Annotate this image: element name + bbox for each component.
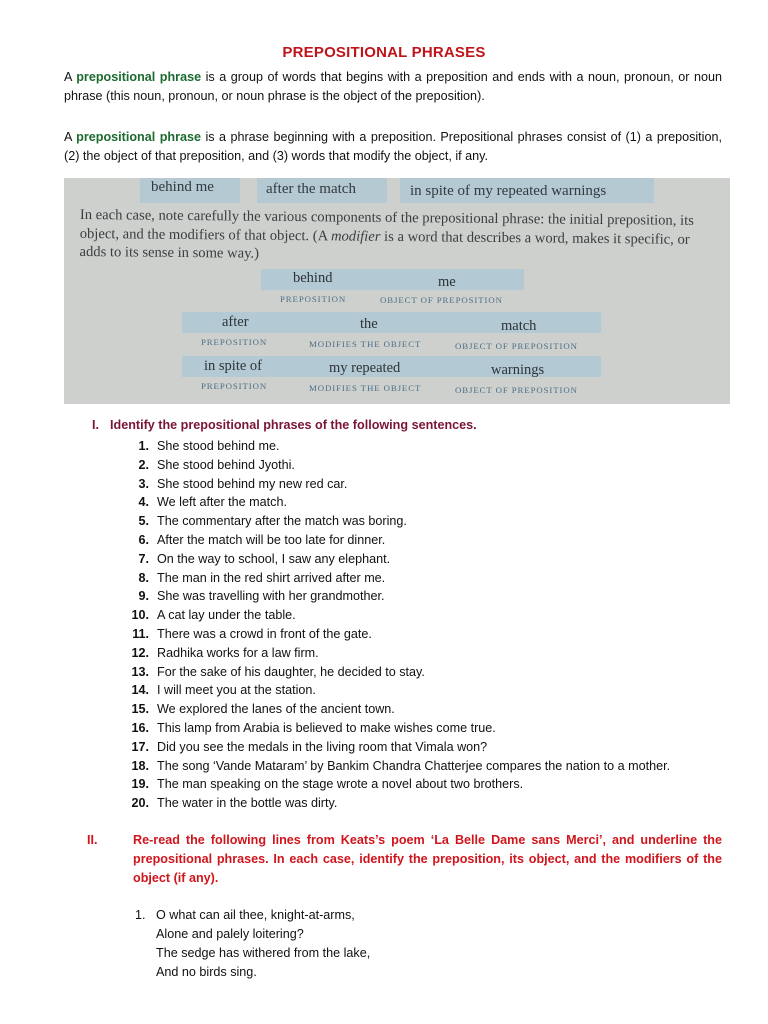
list-item-text: The song ‘Vande Mataram’ by Bankim Chandra Chatterjee compares the nation to a mother. <box>157 758 671 773</box>
intro-2-post: is a phrase beginning with a preposition. Prepositional phrases consist of (1) a preposition, (2) the object of that preposition, and (3) words that modify the object, if any. <box>64 130 722 163</box>
list-item-number: 13. <box>131 664 149 679</box>
phrase-word: my repeated <box>329 360 401 376</box>
list-item-text: She was travelling with her grandmother. <box>157 589 385 604</box>
list-item-text: A cat lay under the table. <box>157 608 296 623</box>
list-item-number: 7. <box>138 551 149 566</box>
list-item <box>130 606 670 625</box>
list-item-text: She stood behind me. <box>157 439 280 453</box>
list-item-text: I will meet you at the station. <box>157 683 316 698</box>
list-item-text: The commentary after the match was boring. <box>157 514 407 529</box>
textbook-text-a: In each case, note carefully the various components of the prepositional phrase: the initial preposition, its object, and the modifiers of that object. (A <box>79 206 694 244</box>
list-item-number: 14. <box>131 683 149 698</box>
poem-number: 1. <box>135 908 146 922</box>
example-header: in spite of my repeated warnings <box>410 183 607 199</box>
intro-1-term: prepositional phrase <box>76 70 202 84</box>
phrase-label: MODIFIES THE OBJECT <box>309 339 422 349</box>
phrase-word: match <box>501 318 537 334</box>
intro-paragraph-2 <box>64 128 722 166</box>
list-item-number: 1. <box>138 439 149 453</box>
list-item-text: This lamp from Arabia is believed to make wishes come true. <box>157 720 496 735</box>
list-item <box>130 587 670 606</box>
list-item-text: The man speaking on the stage wrote a novel about two brothers. <box>157 777 524 792</box>
phrase-word: in spite of <box>204 358 262 374</box>
textbook-modifier: modifier <box>330 227 381 245</box>
list-item-text: For the sake of his daughter, he decided to stay. <box>157 664 425 679</box>
poem-line: The sedge has withered from the lake, <box>156 946 371 960</box>
list-item <box>130 719 670 738</box>
phrase-label: OBJECT OF PREPOSITION <box>455 385 578 395</box>
list-item-number: 3. <box>138 476 149 491</box>
intro-paragraph-1 <box>64 68 722 106</box>
list-item <box>130 663 670 682</box>
phrase-word: the <box>360 316 378 332</box>
list-item <box>130 437 670 456</box>
list-item <box>130 550 670 569</box>
phrase-label: MODIFIES THE OBJECT <box>309 383 422 393</box>
phrase-word: warnings <box>491 362 545 378</box>
list-item-number: 15. <box>131 702 149 717</box>
list-item <box>130 512 670 531</box>
list-item <box>130 493 670 512</box>
list-item-number: 11. <box>132 626 149 641</box>
intro-1-pre: A <box>64 70 77 84</box>
list-item-number: 17. <box>131 739 149 754</box>
list-item <box>130 456 670 475</box>
section-1-title: Identify the prepositional phrases of the following sentences. <box>110 418 477 432</box>
poem-line: And no birds sing. <box>156 965 257 979</box>
phrase-label: OBJECT OF PREPOSITION <box>380 295 503 305</box>
phrase-label: PREPOSITION <box>280 294 347 304</box>
intro-2-pre: A <box>64 130 77 144</box>
list-item-text: On the way to school, I saw any elephant. <box>157 551 391 566</box>
poem-line: Alone and palely loitering? <box>156 927 304 941</box>
list-item <box>130 775 670 794</box>
phrase-word: me <box>438 274 456 290</box>
list-item-text: The water in the bottle was dirty. <box>157 796 338 811</box>
list-item-number: 9. <box>138 589 149 604</box>
list-item <box>130 757 670 776</box>
poem-lines <box>156 906 370 982</box>
list-item-number: 12. <box>131 645 149 660</box>
phrase-label: PREPOSITION <box>201 337 268 347</box>
list-item <box>130 738 670 757</box>
list-item-text: Radhika works for a law firm. <box>157 645 319 660</box>
list-item-number: 2. <box>138 457 149 472</box>
textbook-image <box>64 178 730 404</box>
textbook-paragraph <box>79 206 720 268</box>
list-item-number: 16. <box>131 720 149 735</box>
list-item-text: We explored the lanes of the ancient town. <box>157 702 395 717</box>
list-item <box>130 569 670 588</box>
phrase-label: PREPOSITION <box>201 381 268 391</box>
list-item <box>130 644 670 663</box>
list-item-text: Did you see the medals in the living room that Vimala won? <box>157 739 488 754</box>
intro-1-post: is a group of words that begins with a preposition and ends with a noun, pronoun, or noun phrase (this noun, pronoun, or noun phrase is the object of the preposition). <box>64 70 722 103</box>
list-item-text: We left after the match. <box>157 495 287 510</box>
phrase-word: after <box>222 314 249 330</box>
example-header: after the match <box>266 181 356 197</box>
list-item <box>130 531 670 550</box>
sentence-list <box>130 437 670 813</box>
phrase-word: behind <box>293 270 333 286</box>
list-item <box>130 700 670 719</box>
list-item-number: 18. <box>131 758 149 773</box>
list-item <box>130 625 670 644</box>
page-title: PREPOSITIONAL PHRASES <box>282 44 486 61</box>
list-item-text: There was a crowd in front of the gate. <box>157 626 372 641</box>
list-item-number: 6. <box>138 532 149 547</box>
example-header: behind me <box>151 179 214 195</box>
list-item-text: After the match will be too late for dinner. <box>157 532 386 547</box>
textbook-text-b: is a word that describes a word, makes it specific, or adds to its sense in some way.) <box>79 228 690 262</box>
section-2-number: II. <box>87 833 98 847</box>
poem-line: O what can ail thee, knight-at-arms, <box>156 908 355 922</box>
list-item <box>130 794 670 813</box>
list-item-text: She stood behind my new red car. <box>157 476 348 491</box>
list-item-number: 4. <box>138 495 149 510</box>
section-1-number: I. <box>92 418 99 432</box>
list-item-number: 19. <box>131 777 149 792</box>
list-item-text: The man in the red shirt arrived after me. <box>157 570 386 585</box>
list-item-number: 8. <box>138 570 149 585</box>
intro-2-term: prepositional phrase <box>76 130 201 144</box>
list-item-number: 5. <box>138 514 149 529</box>
list-item-number: 10. <box>131 608 149 623</box>
list-item <box>130 681 670 700</box>
list-item <box>130 475 670 494</box>
section-2-title: Re-read the following lines from Keats’s poem ‘La Belle Dame sans Merci’, and underline the prepositional phrases. In each case, identify the preposition, its object, and the modifiers of the object (if any). <box>133 833 722 885</box>
list-item-text: She stood behind Jyothi. <box>157 457 295 472</box>
list-item-number: 20. <box>131 796 149 811</box>
phrase-label: OBJECT OF PREPOSITION <box>455 341 578 351</box>
